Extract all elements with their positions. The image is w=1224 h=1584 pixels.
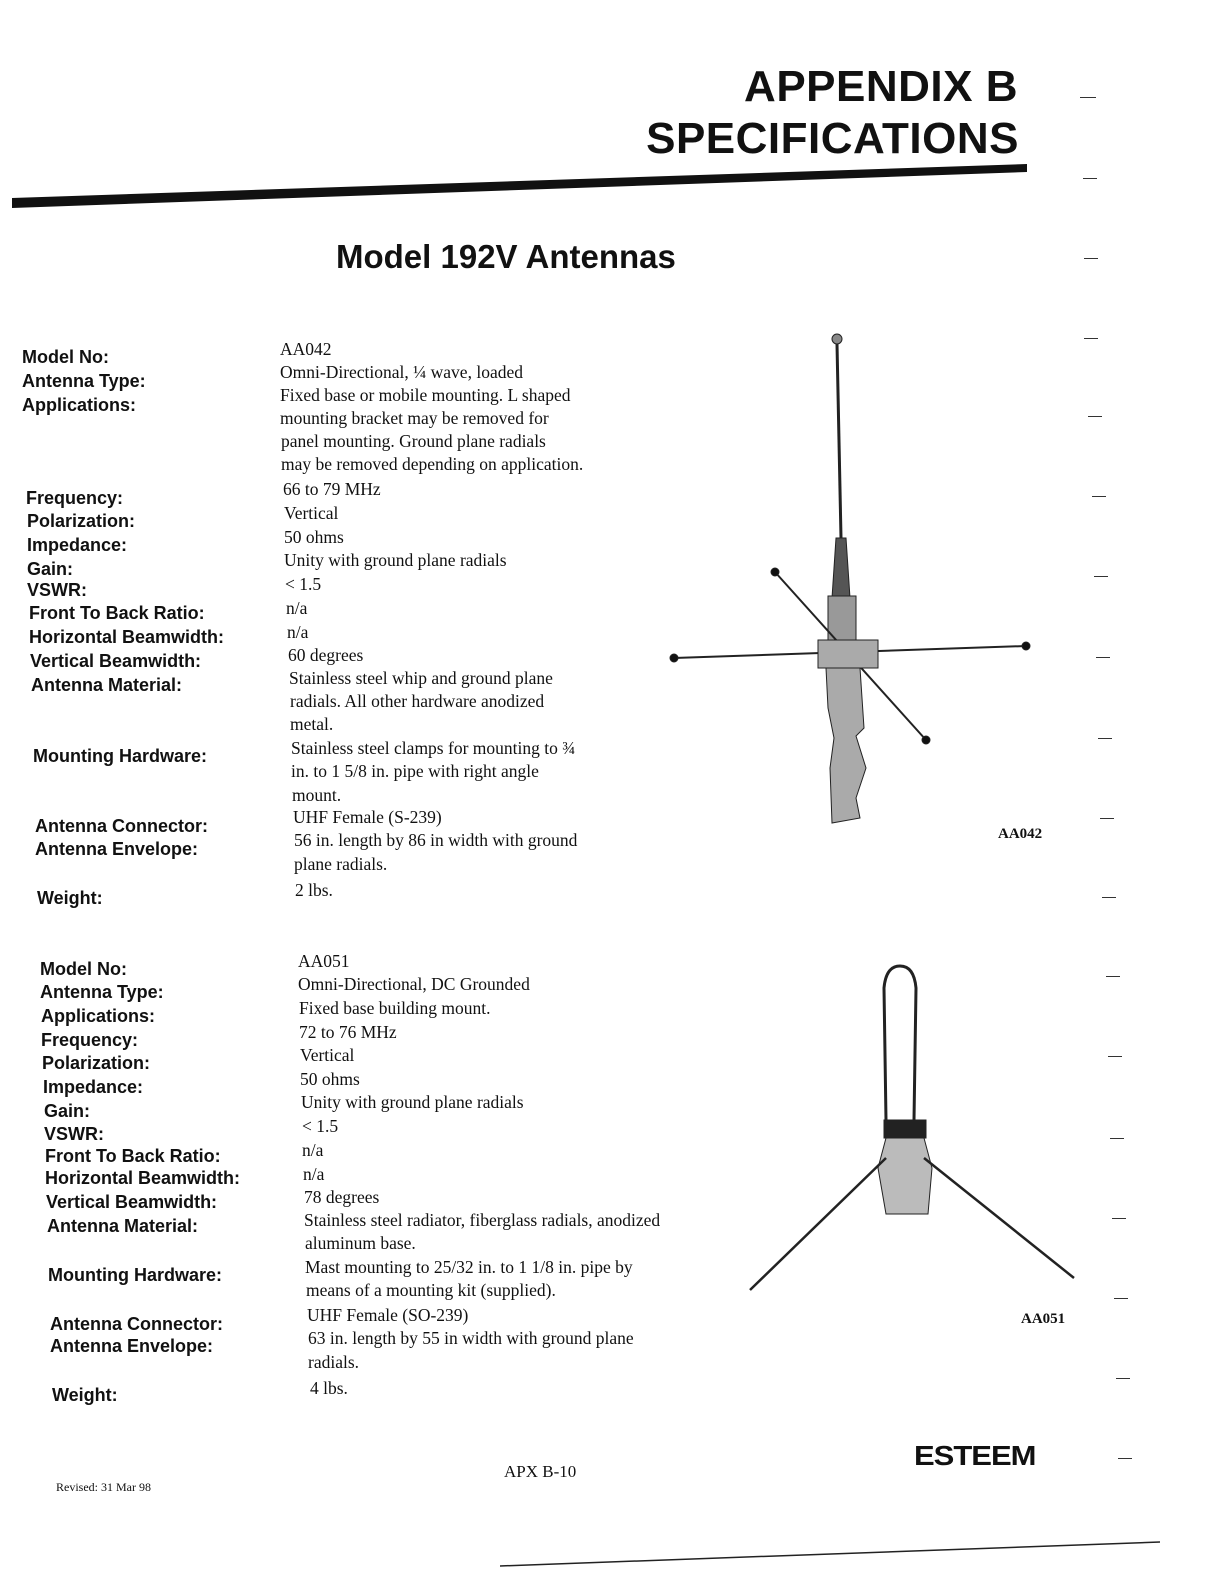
margin-tick bbox=[1098, 738, 1112, 739]
margin-tick bbox=[1096, 657, 1110, 658]
value-antenna-material-line: Stainless steel radiator, fiberglass radials, anodized bbox=[304, 1210, 661, 1230]
value-applications-line: panel mounting. Ground plane radials bbox=[281, 431, 546, 451]
margin-tick bbox=[1118, 1458, 1132, 1459]
label-impedance: Impedance: bbox=[43, 1077, 144, 1097]
label-weight: Weight: bbox=[37, 888, 103, 908]
margin-tick bbox=[1094, 576, 1108, 577]
value-applications-line: mounting bracket may be removed for bbox=[280, 408, 549, 428]
label-polarization: Polarization: bbox=[27, 511, 136, 531]
label-front-to-back: Front To Back Ratio: bbox=[45, 1146, 221, 1166]
label-polarization: Polarization: bbox=[42, 1053, 151, 1073]
label-model-no: Model No: bbox=[22, 347, 109, 367]
value-antenna-material-line: Stainless steel whip and ground plane bbox=[289, 668, 553, 688]
specifications-heading: SPECIFICATIONS bbox=[646, 114, 1019, 163]
label-vertical-beamwidth: Vertical Beamwidth: bbox=[30, 651, 202, 671]
label-vswr: VSWR: bbox=[27, 580, 87, 600]
revision-date: Revised: 31 Mar 98 bbox=[56, 1480, 151, 1494]
value-gain: Unity with ground plane radials bbox=[301, 1092, 524, 1112]
margin-tick bbox=[1114, 1298, 1128, 1299]
margin-tick bbox=[1088, 416, 1102, 417]
caption-aa051: AA051 bbox=[1021, 1311, 1066, 1327]
margin-tick bbox=[1116, 1378, 1130, 1379]
label-antenna-connector: Antenna Connector: bbox=[50, 1314, 223, 1334]
value-model-no: AA051 bbox=[298, 951, 350, 971]
value-polarization: Vertical bbox=[284, 503, 339, 523]
value-frequency: 66 to 79 MHz bbox=[283, 479, 381, 499]
label-applications: Applications: bbox=[41, 1006, 156, 1026]
value-front-to-back: n/a bbox=[302, 1140, 324, 1160]
value-gain: Unity with ground plane radials bbox=[284, 550, 507, 570]
page-title: Model 192V Antennas bbox=[336, 238, 676, 275]
label-impedance: Impedance: bbox=[27, 535, 128, 555]
value-applications-line: Fixed base building mount. bbox=[299, 998, 491, 1018]
label-antenna-connector: Antenna Connector: bbox=[35, 816, 208, 836]
margin-tick bbox=[1100, 818, 1114, 819]
value-front-to-back: n/a bbox=[286, 598, 308, 618]
label-horizontal-beamwidth: Horizontal Beamwidth: bbox=[45, 1168, 241, 1188]
value-antenna-connector: UHF Female (S-239) bbox=[293, 807, 442, 827]
value-mounting-hardware-line: in. to 1 5/8 in. pipe with right angle bbox=[291, 761, 539, 781]
value-antenna-envelope-line: radials. bbox=[308, 1352, 360, 1372]
value-antenna-material-line: metal. bbox=[290, 714, 334, 734]
label-vertical-beamwidth: Vertical Beamwidth: bbox=[46, 1192, 218, 1212]
value-antenna-envelope-line: 56 in. length by 86 in width with ground bbox=[294, 830, 578, 850]
label-mounting-hardware: Mounting Hardware: bbox=[48, 1265, 222, 1285]
label-horizontal-beamwidth: Horizontal Beamwidth: bbox=[29, 627, 225, 647]
label-antenna-envelope: Antenna Envelope: bbox=[50, 1336, 214, 1356]
bottom-rule bbox=[500, 1534, 1160, 1574]
value-antenna-envelope-line: 63 in. length by 55 in width with ground plane bbox=[308, 1328, 634, 1348]
caption-aa042: AA042 bbox=[998, 826, 1043, 842]
value-weight: 2 lbs. bbox=[295, 880, 333, 900]
value-polarization: Vertical bbox=[300, 1045, 355, 1065]
margin-tick bbox=[1084, 258, 1098, 259]
margin-tick bbox=[1092, 496, 1106, 497]
header-rule bbox=[12, 164, 1027, 208]
label-antenna-envelope: Antenna Envelope: bbox=[35, 839, 199, 859]
label-mounting-hardware: Mounting Hardware: bbox=[33, 746, 207, 766]
value-mounting-hardware-line: mount. bbox=[292, 785, 342, 805]
margin-tick bbox=[1080, 97, 1096, 98]
value-applications-line: may be removed depending on application. bbox=[281, 454, 584, 474]
antenna-aa051-illustration bbox=[740, 958, 1080, 1308]
antenna-aa042-illustration bbox=[660, 328, 1040, 828]
page-number: APX B-10 bbox=[504, 1462, 577, 1481]
label-antenna-type: Antenna Type: bbox=[22, 371, 146, 391]
label-gain: Gain: bbox=[44, 1101, 91, 1121]
value-model-no: AA042 bbox=[280, 339, 332, 359]
value-horizontal-beamwidth: n/a bbox=[287, 622, 309, 642]
value-antenna-envelope-line: plane radials. bbox=[294, 854, 388, 874]
value-vertical-beamwidth: 60 degrees bbox=[288, 645, 364, 665]
appendix-heading: APPENDIX B bbox=[744, 62, 1018, 111]
value-mounting-hardware-line: Stainless steel clamps for mounting to ¾ bbox=[291, 738, 576, 758]
value-weight: 4 lbs. bbox=[310, 1378, 348, 1398]
margin-tick bbox=[1108, 1056, 1122, 1057]
value-vertical-beamwidth: 78 degrees bbox=[304, 1187, 380, 1207]
label-antenna-type: Antenna Type: bbox=[40, 982, 164, 1002]
label-model-no: Model No: bbox=[40, 959, 127, 979]
margin-tick bbox=[1084, 338, 1098, 339]
value-vswr: < 1.5 bbox=[302, 1116, 339, 1136]
margin-tick bbox=[1102, 897, 1116, 898]
label-applications: Applications: bbox=[22, 395, 137, 415]
value-antenna-type: Omni-Directional, ¼ wave, loaded bbox=[280, 362, 523, 382]
value-antenna-connector: UHF Female (SO-239) bbox=[307, 1305, 469, 1325]
value-impedance: 50 ohms bbox=[284, 527, 344, 547]
label-frequency: Frequency: bbox=[41, 1030, 139, 1050]
value-impedance: 50 ohms bbox=[300, 1069, 360, 1089]
value-mounting-hardware-line: means of a mounting kit (supplied). bbox=[306, 1280, 556, 1300]
label-weight: Weight: bbox=[52, 1385, 118, 1405]
value-antenna-material-line: radials. All other hardware anodized bbox=[290, 691, 545, 711]
label-antenna-material: Antenna Material: bbox=[47, 1216, 199, 1236]
label-gain: Gain: bbox=[27, 559, 74, 579]
label-vswr: VSWR: bbox=[44, 1124, 104, 1144]
value-mounting-hardware-line: Mast mounting to 25/32 in. to 1 1/8 in. pipe by bbox=[305, 1257, 633, 1277]
label-antenna-material: Antenna Material: bbox=[31, 675, 183, 695]
value-applications-line: Fixed base or mobile mounting. L shaped bbox=[280, 385, 571, 405]
value-antenna-type: Omni-Directional, DC Grounded bbox=[298, 974, 530, 994]
margin-tick bbox=[1083, 178, 1097, 179]
label-frequency: Frequency: bbox=[26, 488, 124, 508]
margin-tick bbox=[1110, 1138, 1124, 1139]
esteem-logo: ESTEEM bbox=[914, 1439, 1036, 1472]
value-vswr: < 1.5 bbox=[285, 574, 322, 594]
value-horizontal-beamwidth: n/a bbox=[303, 1164, 325, 1184]
value-antenna-material-line: aluminum base. bbox=[305, 1233, 416, 1253]
margin-tick bbox=[1106, 976, 1120, 977]
margin-tick bbox=[1112, 1218, 1126, 1219]
label-front-to-back: Front To Back Ratio: bbox=[29, 603, 205, 623]
value-frequency: 72 to 76 MHz bbox=[299, 1022, 397, 1042]
